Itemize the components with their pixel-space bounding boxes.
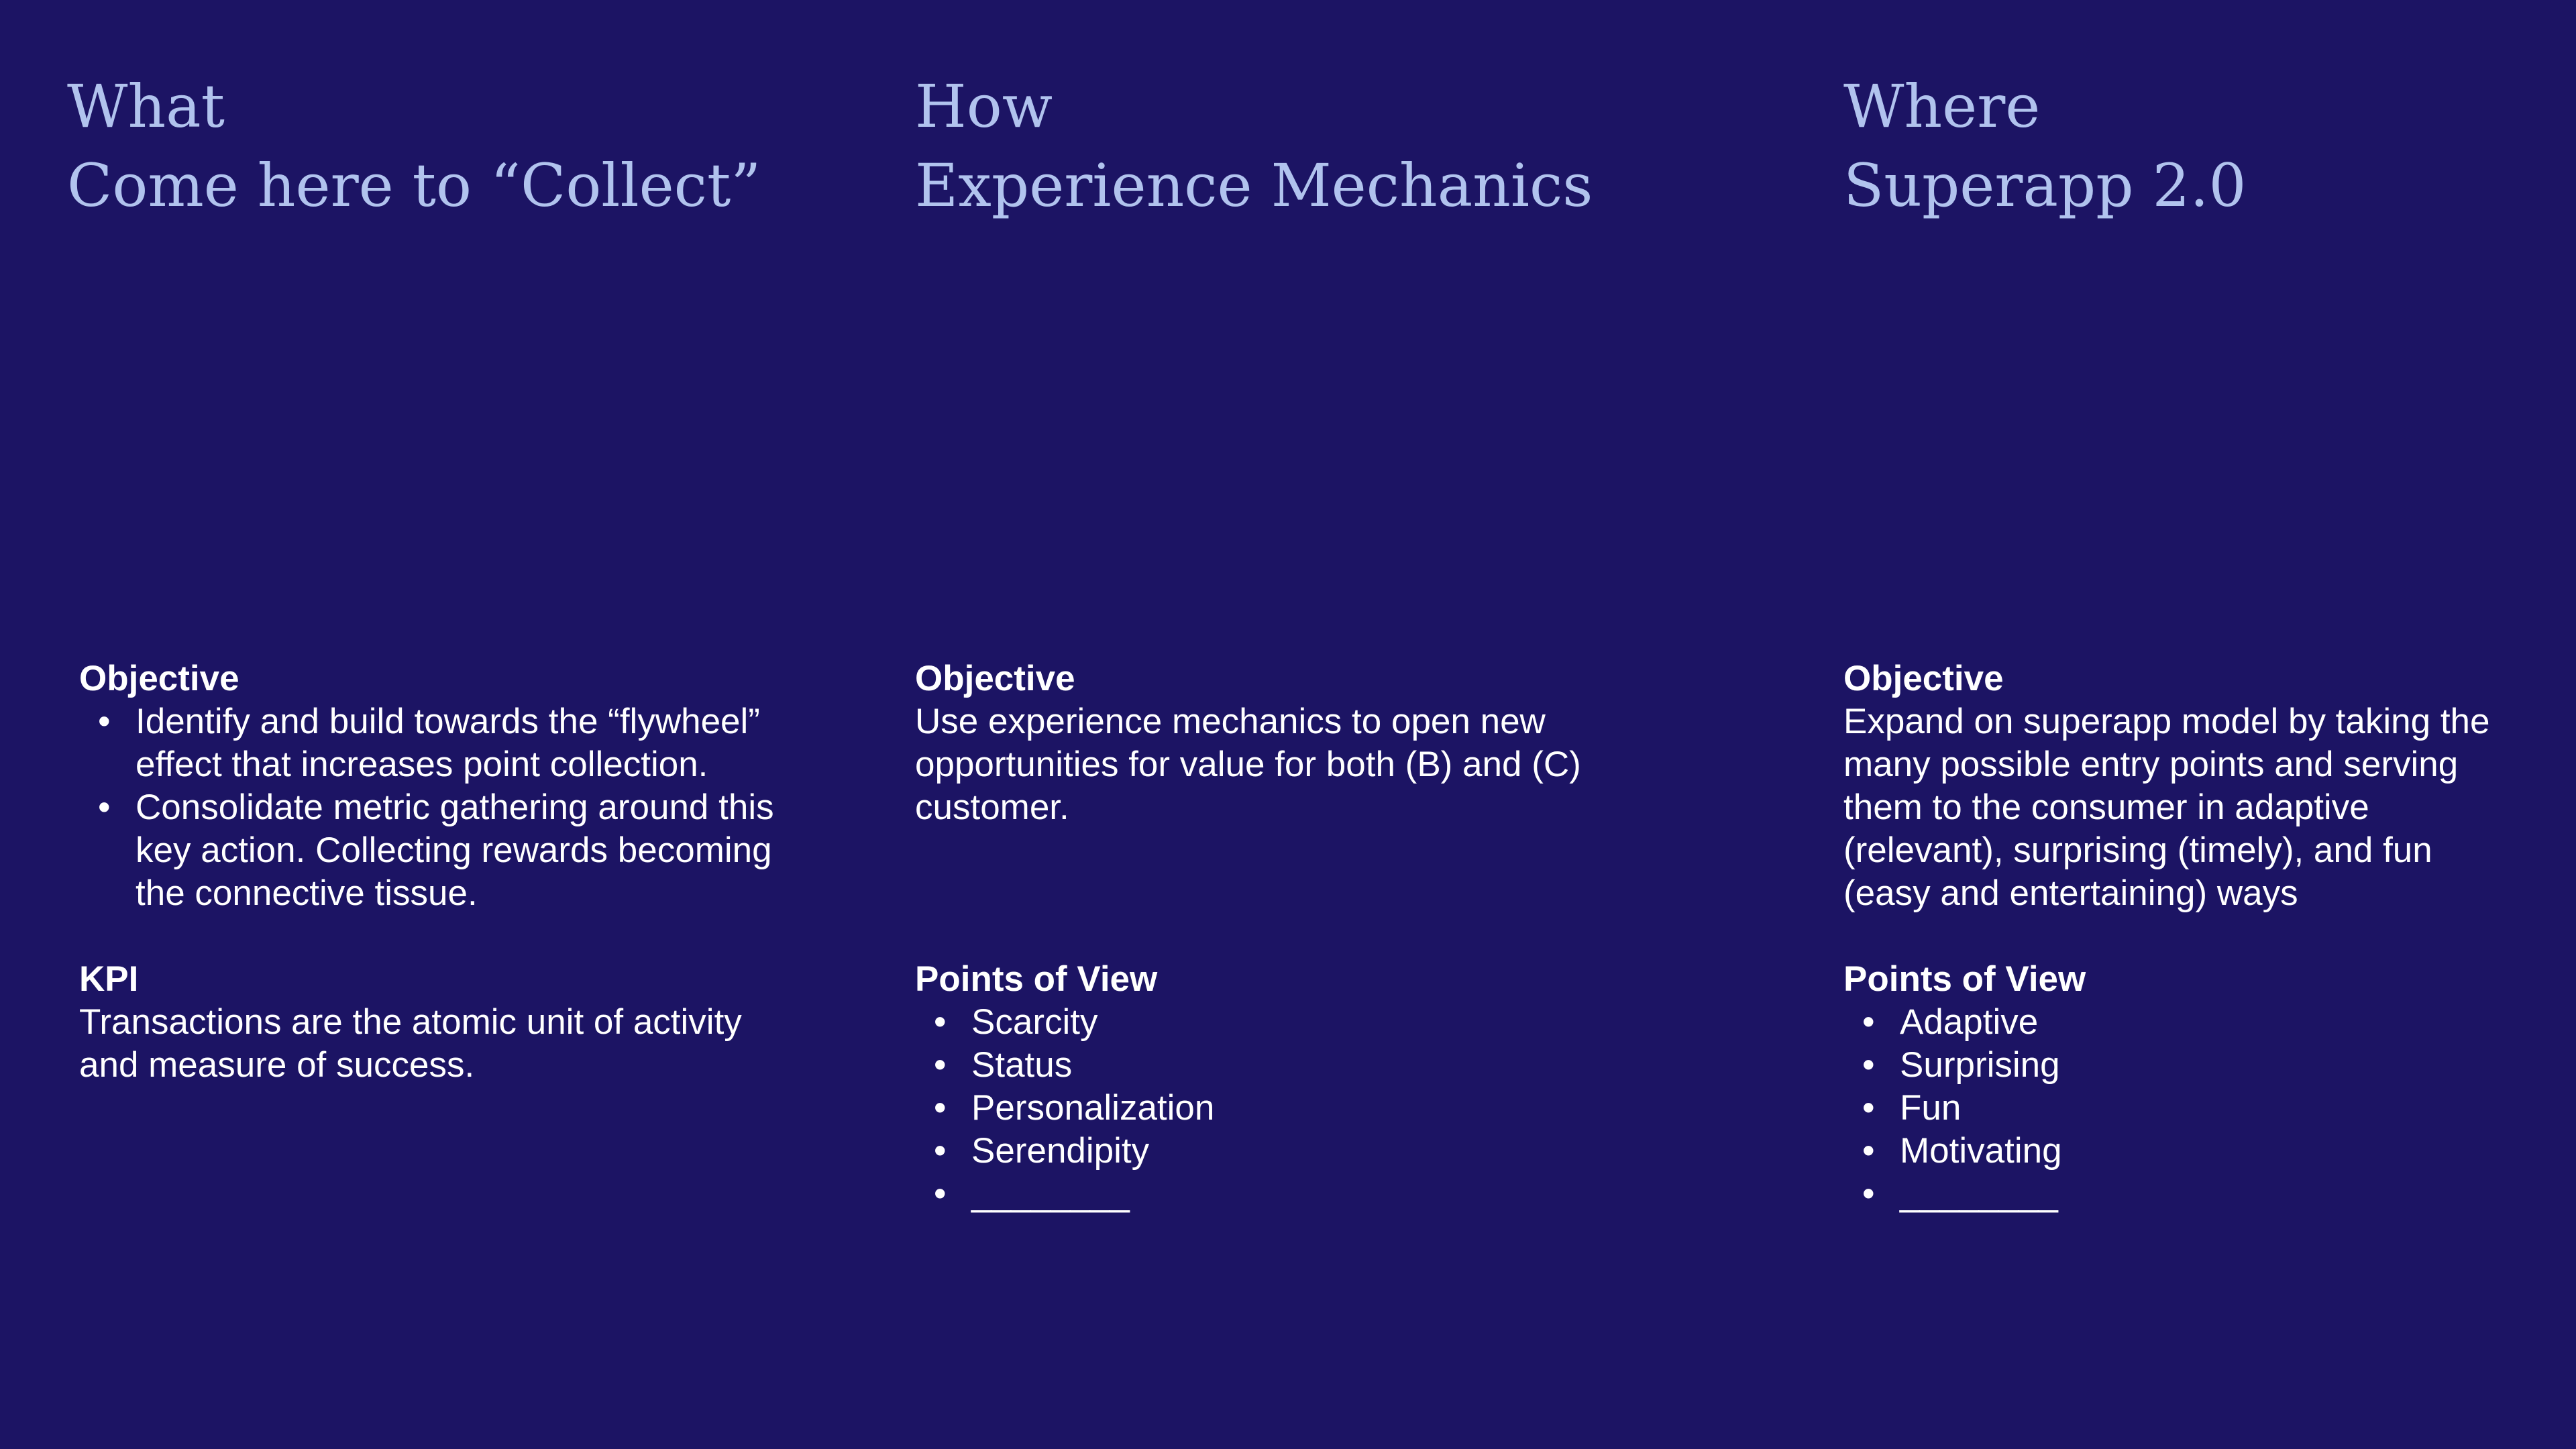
where-column-body [1843, 657, 2514, 1216]
how-objective-label: Objective [915, 659, 1075, 698]
where-heading-subtitle: Superapp 2.0 [1843, 151, 2247, 220]
where-pov-item-blank: • ________ [1843, 1173, 2514, 1216]
what-objective-item: • Identify and build towards the “flywheel” effect that increases point collection. [79, 700, 777, 786]
how-pov-item: • Serendipity [915, 1130, 1640, 1173]
how-pov-item: • Status [915, 1044, 1640, 1087]
what-objective-label: Objective [79, 659, 239, 698]
how-column-body [915, 657, 1640, 1216]
what-heading-subtitle: Come here to “Collect” [67, 151, 761, 220]
where-pov-item: • Surprising [1843, 1044, 2514, 1087]
how-heading-subtitle: Experience Mechanics [915, 151, 1593, 220]
where-objective-label: Objective [1843, 659, 2004, 698]
where-pov-item: • Adaptive [1843, 1001, 2514, 1044]
where-heading-top: Where [1843, 72, 2041, 141]
spacer [79, 915, 777, 958]
where-pov-item: • Motivating [1843, 1130, 2514, 1173]
spacer [915, 829, 1640, 958]
how-pov-item-blank: • ________ [915, 1173, 1640, 1216]
what-objective-item: • Consolidate metric gathering around this key action. Collecting rewards becoming the connective tissue. [79, 786, 777, 915]
how-heading [915, 67, 1593, 225]
what-heading [67, 67, 761, 225]
how-pov-item: • Scarcity [915, 1001, 1640, 1044]
where-objective-text: Expand on superapp model by taking the many possible entry points and serving them to the consumer in adaptive (relevant), surprising (timely), and fun (easy and entertaining) ways [1843, 702, 2490, 913]
how-objective-text: Use experience mechanics to open new opportunities for value for both (B) and (C) customer. [915, 702, 1581, 827]
where-pov-item: • Fun [1843, 1087, 2514, 1130]
where-pov-list [1843, 1001, 2514, 1216]
where-heading [1843, 67, 2247, 225]
what-kpi-text: Transactions are the atomic unit of activity and measure of success. [79, 1002, 742, 1085]
spacer [1843, 915, 2514, 958]
what-column-body [79, 657, 777, 1087]
what-heading-top: What [67, 72, 225, 141]
how-heading-top: How [915, 72, 1053, 141]
what-kpi-label: KPI [79, 959, 139, 999]
where-pov-label: Points of View [1843, 959, 2086, 999]
how-pov-item: • Personalization [915, 1087, 1640, 1130]
what-objective-list [79, 700, 777, 915]
how-pov-label: Points of View [915, 959, 1158, 999]
how-pov-list [915, 1001, 1640, 1216]
